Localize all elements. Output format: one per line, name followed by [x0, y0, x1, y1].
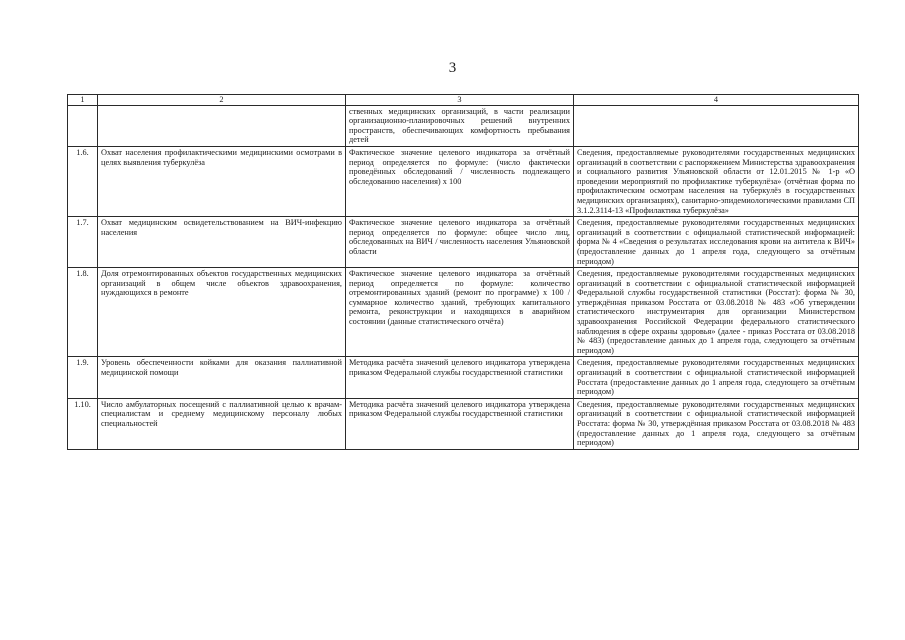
source-cell: Сведения, предоставляемые руководителями государственных медицинских организаций в соответствии с официальной статистической информацией Федеральной службы государственной статистики (Росстат): форма № 30, утверждённая приказом Росстата от 03.08.2018 № 483 «Об утверждении статистического инструментария для организации Министерством здравоохранения Российской Федерации федерального статистического наблюдения в сфере охраны здоровья» (далее - приказ Росстата от 03.08.2018 № 483) (предоставление данных до 1 апреля года, следующего за отчётным периодом) — [574, 268, 859, 357]
source-cell: Сведения, предоставляемые руководителями государственных медицинских организаций в соответствии с официальной статистической информацией Росстата: форма № 30, утверждённая приказом Росстата от 03.08.2018 № 483 (предоставление данных до 1 апреля года, следующего за отчётным периодом) — [574, 398, 859, 449]
table-row — [68, 146, 859, 216]
indicators-table — [67, 94, 859, 450]
source-cell: Сведения, предоставляемые руководителями государственных медицинских организаций в соответствии с официальной статистической информацией Росстата (предоставление данных до 1 апреля года, следующего за отчётным периодом) — [574, 357, 859, 398]
indicator-cell: Число амбулаторных посещений с паллиативной целью к врачам-специалистам и среднему медицинскому персоналу любых специальностей — [98, 398, 346, 449]
method-cell: Методика расчёта значений целевого индикатора утверждена приказом Федеральной службы государственной статистики — [346, 398, 574, 449]
column-header: 4 — [574, 95, 859, 106]
table-row — [68, 398, 859, 449]
indicator-cell: Доля отремонтированных объектов государственных медицинских организаций в общем числе объектов здравоохранения, нуждающихся в ремонте — [98, 268, 346, 357]
indicator-cell: Уровень обеспеченности койками для оказания паллиативной медицинской помощи — [98, 357, 346, 398]
indicator-cell — [98, 105, 346, 146]
page-number: 3 — [448, 60, 457, 76]
row-number: 1.7. — [68, 217, 98, 268]
source-cell: Сведения, предоставляемые руководителями государственных медицинских организаций в соответствии с распоряжением Министерства здравоохранения и социального развития Ульяновской области от 12.01.2015 № 1-р «О проведении мероприятий по профилактике туберкулёза» (отчётная форма по профилактическим осмотрам населения на туберкулёз в государственных медицинских организациях), санитарно-эпидемиологическими правилами СП 3.1.2.3114-13 «Профилактика туберкулёза» — [574, 146, 859, 216]
method-cell: ственных медицинских организаций, в части реализации организационно-планировочных решений внутренних пространств, обеспечивающих комфортность пребывания детей — [346, 105, 574, 146]
row-number: 1.6. — [68, 146, 98, 216]
method-cell: Фактическое значение целевого индикатора за отчётный период определяется по формуле: общее число лиц, обследованных на ВИЧ / численность населения Ульяновской области — [346, 217, 574, 268]
indicator-cell: Охват населения профилактическими медицинскими осмотрами в целях выявления туберкулёза — [98, 146, 346, 216]
method-cell: Методика расчёта значений целевого индикатора утверждена приказом Федеральной службы государственной статистики — [346, 357, 574, 398]
table-row — [68, 105, 859, 146]
column-header: 3 — [346, 95, 574, 106]
row-number: 1.10. — [68, 398, 98, 449]
method-cell: Фактическое значение целевого индикатора за отчётный период определяется по формуле: (число фактически проведённых обследований / численность подлежащего обследованию населения) x 100 — [346, 146, 574, 216]
table-row — [68, 268, 859, 357]
column-header: 1 — [68, 95, 98, 106]
source-cell: Сведения, предоставляемые руководителями государственных медицинских организаций в соответствии с официальной статистической информацией: форма № 4 «Сведения о результатах исследования крови на антитела к ВИЧ» (предоставление данных до 1 апреля года, следующего за отчётным периодом) — [574, 217, 859, 268]
indicator-cell: Охват медицинским освидетельствованием на ВИЧ-инфекцию населения — [98, 217, 346, 268]
column-header: 2 — [98, 95, 346, 106]
method-cell: Фактическое значение целевого индикатора за отчётный период определяется по формуле: количество отремонтированных зданий (ремонт по программе) x 100 / суммарное количество зданий, требующих капитального ремонта, реконструкции и находящихся в аварийном состоянии (данные статистического отчёта) — [346, 268, 574, 357]
table-row — [68, 217, 859, 268]
row-number: 1.8. — [68, 268, 98, 357]
table-header-row — [68, 95, 859, 106]
table-row — [68, 357, 859, 398]
source-cell — [574, 105, 859, 146]
row-number — [68, 105, 98, 146]
row-number: 1.9. — [68, 357, 98, 398]
